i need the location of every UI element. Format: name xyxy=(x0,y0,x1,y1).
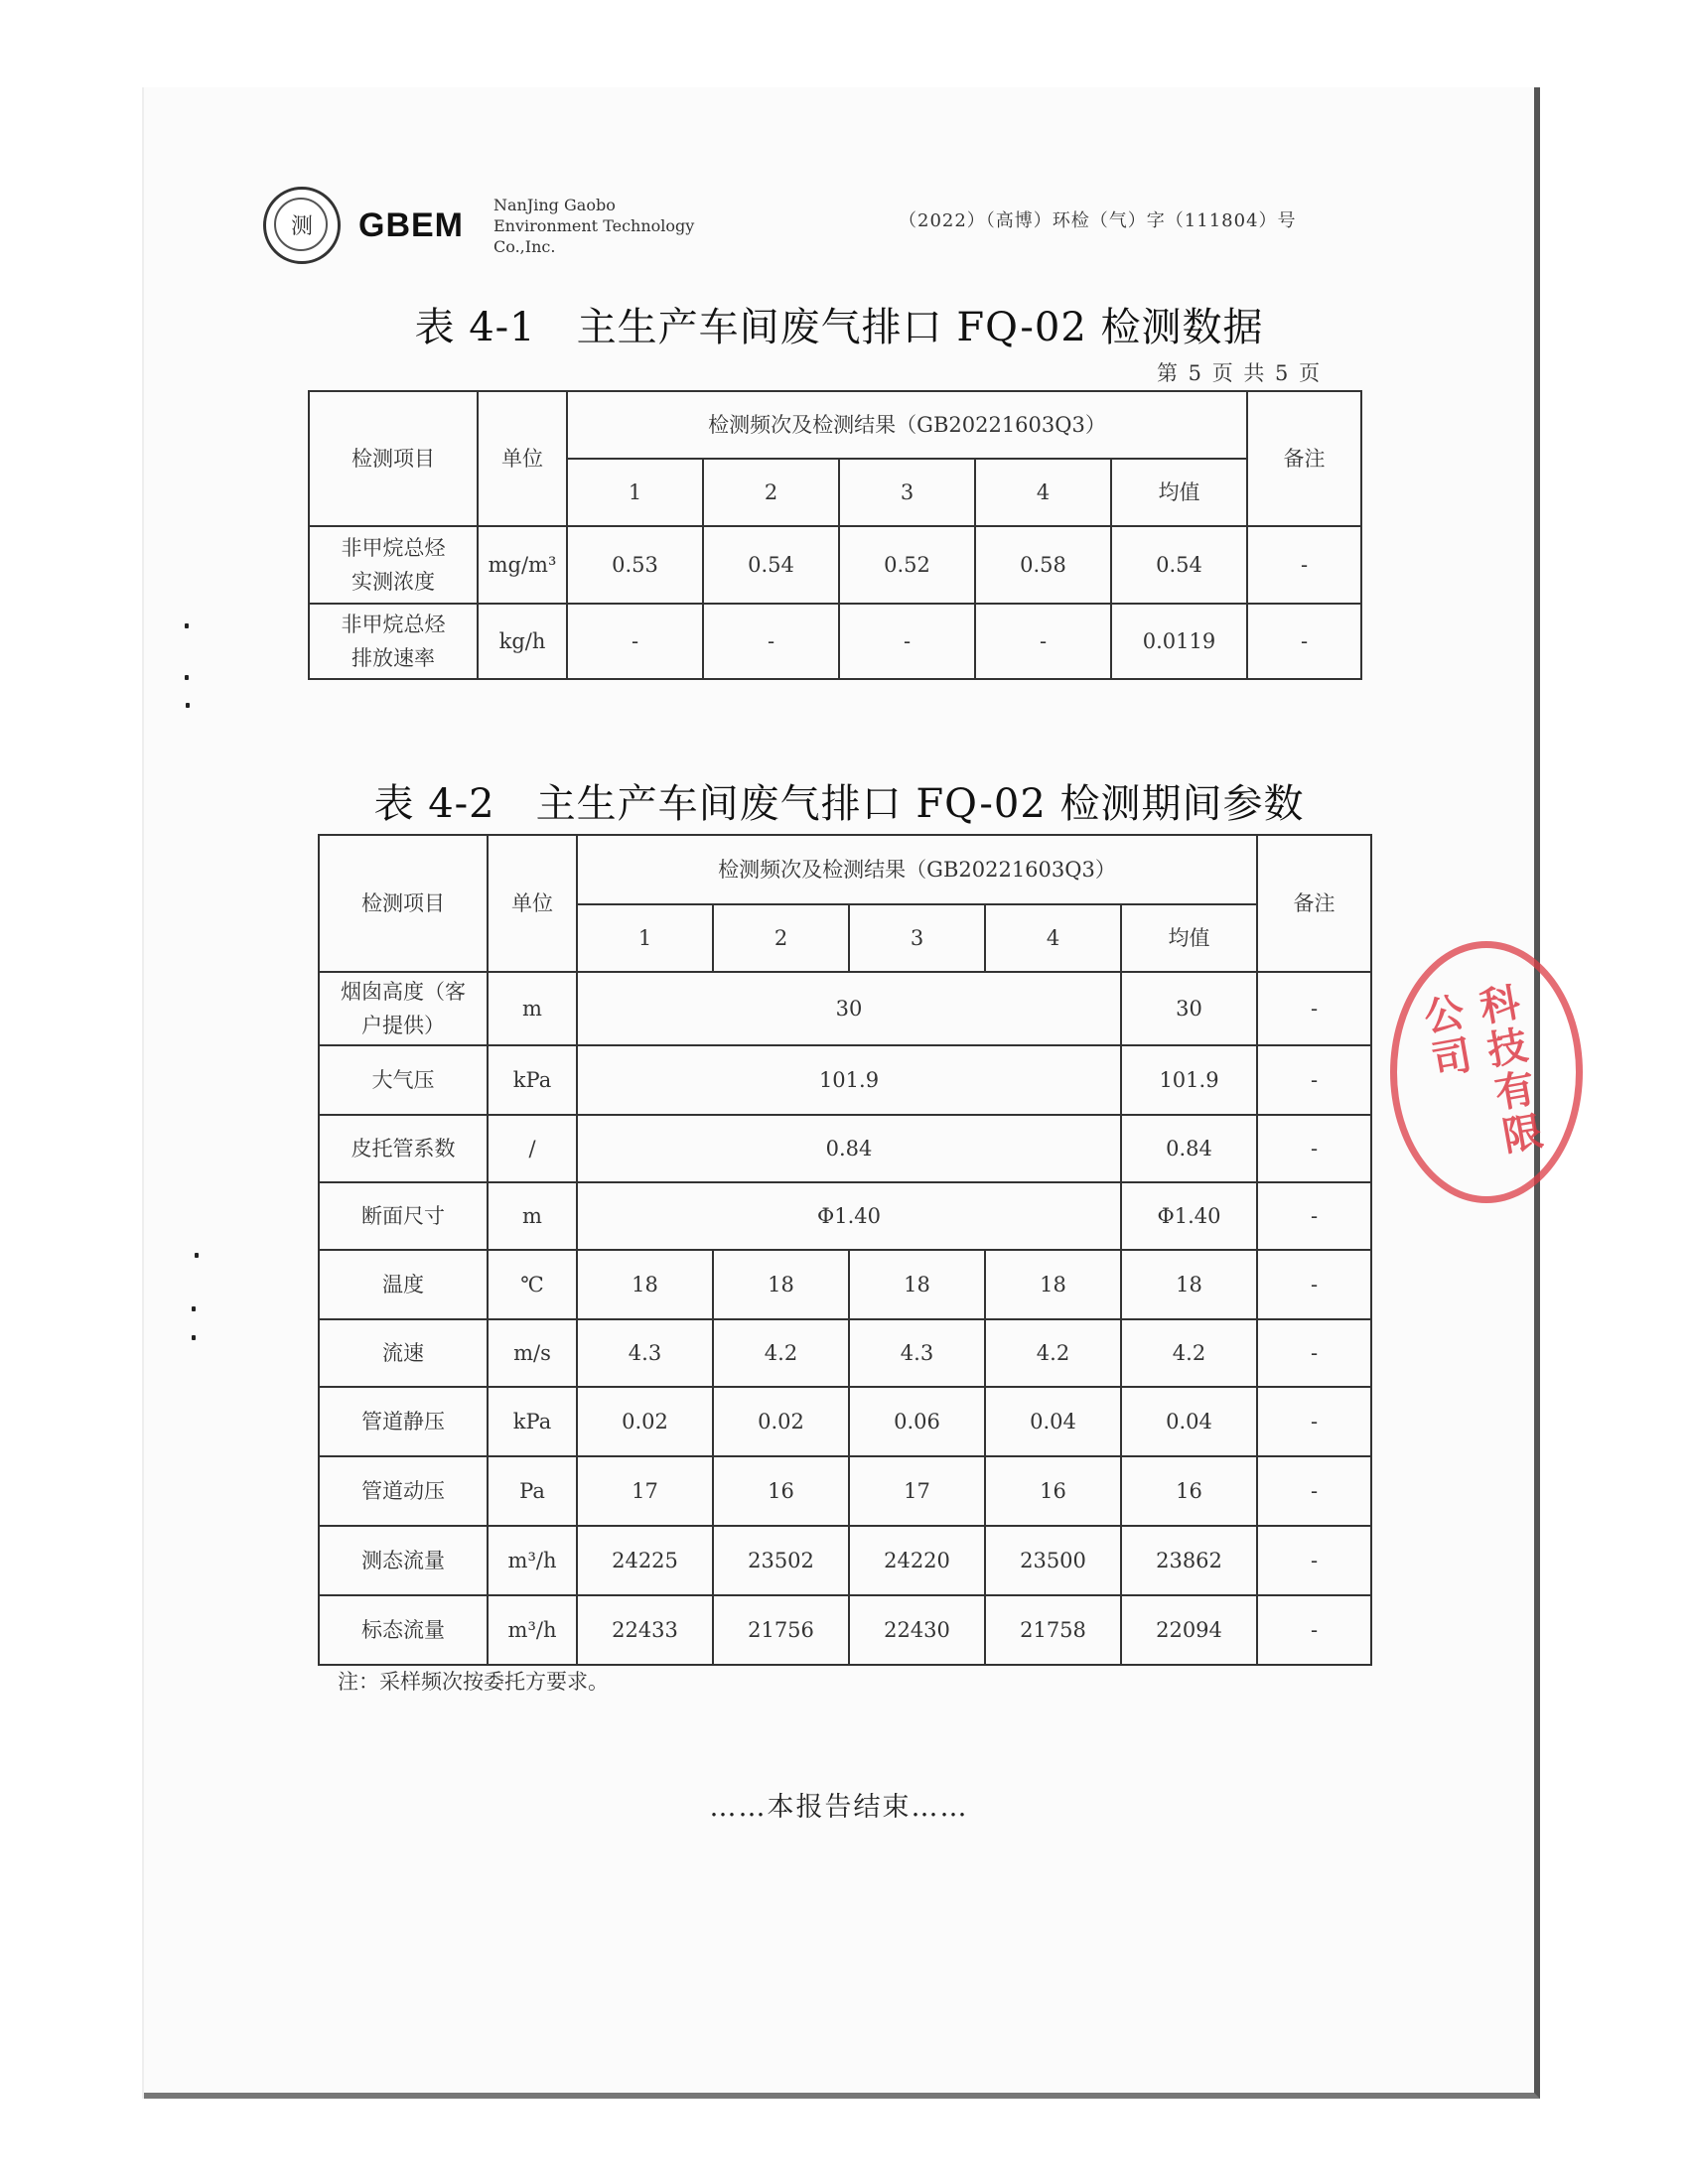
cell-value: 0.54 xyxy=(703,526,839,604)
cell-value: 18 xyxy=(849,1250,985,1319)
cell-value: 0.02 xyxy=(577,1387,713,1456)
cell-value: 24220 xyxy=(849,1526,985,1595)
row-item: 温度 xyxy=(319,1250,488,1319)
cell-value: 21758 xyxy=(985,1595,1121,1665)
cell-value-merged: 101.9 xyxy=(577,1045,1121,1115)
row-item: 管道静压 xyxy=(319,1387,488,1456)
table2-header-unit: 单位 xyxy=(488,835,577,972)
row-unit: m xyxy=(488,1182,577,1250)
cell-value: - xyxy=(975,604,1111,679)
cell-value: 0.58 xyxy=(975,526,1111,604)
cell-note: - xyxy=(1257,1319,1371,1387)
table1-col-2: 2 xyxy=(703,459,839,526)
cell-note: - xyxy=(1257,1115,1371,1182)
scan-speck xyxy=(192,1335,196,1340)
table-row xyxy=(319,1115,1371,1182)
cell-mean: 101.9 xyxy=(1121,1045,1257,1115)
company-stamp: 科技有限公司 xyxy=(1390,941,1583,1203)
table2-col-1: 1 xyxy=(577,904,713,972)
row-item: 标态流量 xyxy=(319,1595,488,1665)
row-item: 非甲烷总烃实测浓度 xyxy=(309,526,478,604)
row-item: 大气压 xyxy=(319,1045,488,1115)
end-of-report: ……本报告结束…… xyxy=(709,1792,969,1823)
cell-mean: 30 xyxy=(1121,972,1257,1045)
scan-speck xyxy=(185,675,189,680)
cell-mean: 16 xyxy=(1121,1456,1257,1526)
scan-speck xyxy=(186,703,190,708)
cell-mean: 0.84 xyxy=(1121,1115,1257,1182)
table2-col-3: 3 xyxy=(849,904,985,972)
table1-col-3: 3 xyxy=(839,459,975,526)
cell-value: 0.02 xyxy=(713,1387,849,1456)
table1-title: 表 4-1 主生产车间废气排口 FQ-02 检测数据 xyxy=(414,305,1264,350)
scan-speck xyxy=(192,1306,196,1311)
cell-value: 18 xyxy=(577,1250,713,1319)
cell-value: 22433 xyxy=(577,1595,713,1665)
cell-note: - xyxy=(1257,1595,1371,1665)
row-unit: m/s xyxy=(488,1319,577,1387)
table1 xyxy=(308,390,1362,680)
row-unit: Pa xyxy=(488,1456,577,1526)
table2-header-note: 备注 xyxy=(1257,835,1371,972)
row-unit: kPa xyxy=(488,1045,577,1115)
table-row xyxy=(319,1250,1371,1319)
cell-value-merged: 0.84 xyxy=(577,1115,1121,1182)
scan-speck xyxy=(185,623,189,628)
page-number: 第 5 页 共 5 页 xyxy=(1157,361,1323,385)
row-unit: mg/m³ xyxy=(478,526,567,604)
company-seal-logo: 测 xyxy=(263,187,341,264)
cell-note: - xyxy=(1257,1182,1371,1250)
row-item: 管道动压 xyxy=(319,1456,488,1526)
cell-value: 16 xyxy=(713,1456,849,1526)
cell-mean: 0.54 xyxy=(1111,526,1247,604)
brand-name: GBEM xyxy=(358,205,464,244)
table-row xyxy=(319,1456,1371,1526)
table2-col-2: 2 xyxy=(713,904,849,972)
cell-value: - xyxy=(839,604,975,679)
table1-col-1: 1 xyxy=(567,459,703,526)
cell-note: - xyxy=(1257,1250,1371,1319)
table-row xyxy=(319,1182,1371,1250)
cell-value: 23502 xyxy=(713,1526,849,1595)
table2-title: 表 4-2 主生产车间废气排口 FQ-02 检测期间参数 xyxy=(373,781,1305,827)
cell-value: - xyxy=(567,604,703,679)
cell-mean: 23862 xyxy=(1121,1526,1257,1595)
row-item: 烟囱高度（客户提供） xyxy=(319,972,488,1045)
cell-mean: 4.2 xyxy=(1121,1319,1257,1387)
table-row xyxy=(319,1387,1371,1456)
cell-value: 4.2 xyxy=(713,1319,849,1387)
cell-value-merged: Φ1.40 xyxy=(577,1182,1121,1250)
cell-mean: Φ1.40 xyxy=(1121,1182,1257,1250)
table1-header-unit: 单位 xyxy=(478,391,567,526)
company-header xyxy=(263,187,694,264)
cell-value: 4.3 xyxy=(577,1319,713,1387)
row-item: 断面尺寸 xyxy=(319,1182,488,1250)
report-page xyxy=(144,87,1547,2099)
cell-value: 23500 xyxy=(985,1526,1121,1595)
table1-header-item: 检测项目 xyxy=(309,391,478,526)
cell-note: - xyxy=(1257,1387,1371,1456)
cell-note: - xyxy=(1257,1526,1371,1595)
cell-note: - xyxy=(1257,1456,1371,1526)
cell-value: 21756 xyxy=(713,1595,849,1665)
row-item: 非甲烷总烃排放速率 xyxy=(309,604,478,679)
footnote: 注：采样频次按委托方要求。 xyxy=(338,1670,609,1694)
cell-value: 0.04 xyxy=(985,1387,1121,1456)
scan-speck xyxy=(195,1253,199,1258)
cell-value: 17 xyxy=(849,1456,985,1526)
cell-note: - xyxy=(1247,604,1361,679)
table1-header-note: 备注 xyxy=(1247,391,1361,526)
table1-col-4: 4 xyxy=(975,459,1111,526)
table-row xyxy=(319,1595,1371,1665)
cell-value: 0.06 xyxy=(849,1387,985,1456)
cell-value: 22430 xyxy=(849,1595,985,1665)
cell-value: - xyxy=(703,604,839,679)
table-row xyxy=(309,526,1361,604)
cell-value: 0.53 xyxy=(567,526,703,604)
table2-header-item: 检测项目 xyxy=(319,835,488,972)
row-unit: kg/h xyxy=(478,604,567,679)
table-row xyxy=(319,1319,1371,1387)
cell-value: 18 xyxy=(985,1250,1121,1319)
cell-value: 16 xyxy=(985,1456,1121,1526)
cell-value: 17 xyxy=(577,1456,713,1526)
row-item: 流速 xyxy=(319,1319,488,1387)
table2 xyxy=(318,834,1372,1666)
table-row xyxy=(319,1526,1371,1595)
cell-note: - xyxy=(1247,526,1361,604)
table-row xyxy=(319,1045,1371,1115)
report-number: （2022）（高博）环检（气）字（111804）号 xyxy=(899,210,1297,231)
table1-col-mean: 均值 xyxy=(1111,459,1247,526)
table1-header-group: 检测频次及检测结果（GB20221603Q3） xyxy=(567,391,1247,459)
cell-value: 18 xyxy=(713,1250,849,1319)
row-item: 皮托管系数 xyxy=(319,1115,488,1182)
cell-value: 0.52 xyxy=(839,526,975,604)
row-unit: m³/h xyxy=(488,1595,577,1665)
cell-value: 4.3 xyxy=(849,1319,985,1387)
cell-value: 4.2 xyxy=(985,1319,1121,1387)
row-item: 测态流量 xyxy=(319,1526,488,1595)
cell-value-merged: 30 xyxy=(577,972,1121,1045)
table2-header-group: 检测频次及检测结果（GB20221603Q3） xyxy=(577,835,1257,904)
cell-mean: 22094 xyxy=(1121,1595,1257,1665)
row-unit: / xyxy=(488,1115,577,1182)
table-row xyxy=(309,604,1361,679)
cell-note: - xyxy=(1257,972,1371,1045)
cell-mean: 0.04 xyxy=(1121,1387,1257,1456)
cell-mean: 0.0119 xyxy=(1111,604,1247,679)
cell-mean: 18 xyxy=(1121,1250,1257,1319)
company-name: NanJing Gaobo Environment Technology Co.,Inc. xyxy=(493,195,695,256)
row-unit: m xyxy=(488,972,577,1045)
cell-value: 24225 xyxy=(577,1526,713,1595)
table2-col-mean: 均值 xyxy=(1121,904,1257,972)
row-unit: m³/h xyxy=(488,1526,577,1595)
row-unit: kPa xyxy=(488,1387,577,1456)
row-unit: ℃ xyxy=(488,1250,577,1319)
cell-note: - xyxy=(1257,1045,1371,1115)
table-row xyxy=(319,972,1371,1045)
table2-col-4: 4 xyxy=(985,904,1121,972)
